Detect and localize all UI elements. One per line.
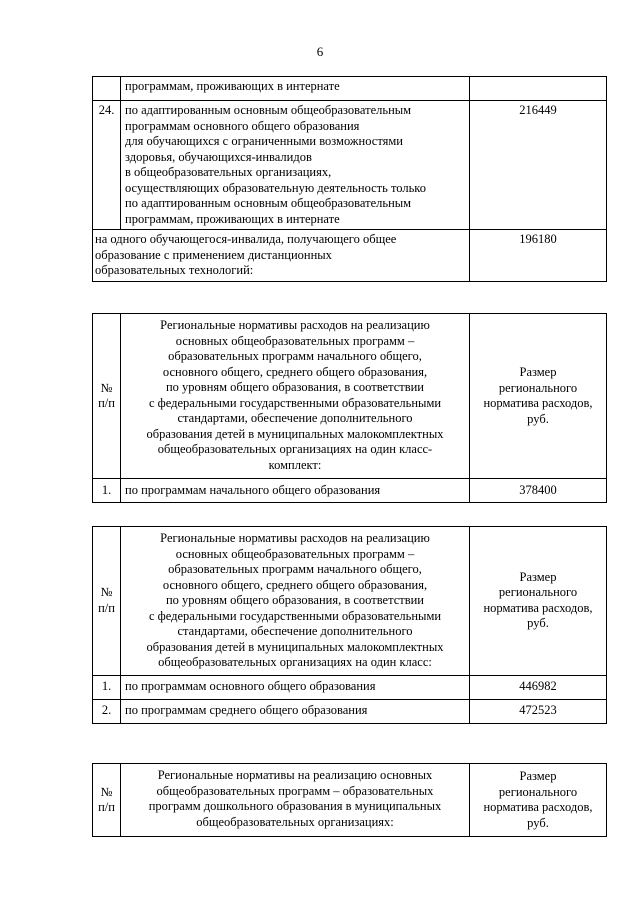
header-value-line: руб. [527, 411, 549, 426]
header-value-line: норматива расходов, [483, 800, 593, 814]
header-title-line: Региональные нормативы расходов на реализацию [160, 318, 430, 332]
header-value-line: регионального [498, 585, 578, 600]
row-label-line: осуществляющих образовательную деятельность только [125, 180, 426, 195]
row-value: 472523 [470, 699, 607, 723]
row-number: 2. [93, 699, 121, 723]
header-value-line: Размер [519, 769, 557, 783]
header-title-line: по уровням общего образования, в соответствии [165, 593, 424, 607]
table-row [93, 77, 607, 101]
table-row [93, 479, 607, 503]
row-number: 24. [93, 101, 121, 230]
row-value: 378400 [470, 479, 607, 503]
table-3-small-class [92, 526, 607, 724]
header-number-cell [93, 764, 121, 837]
header-value-line: Размер [519, 365, 557, 379]
header-title-line: Региональные нормативы на реализацию основных [157, 768, 433, 782]
header-title-line: общеобразовательных организациях на один класс: [158, 655, 432, 669]
header-value-cell [470, 764, 607, 837]
header-value-line: регионального [498, 380, 578, 395]
row-label-cell [93, 230, 470, 282]
row-value: 216449 [470, 101, 607, 230]
header-title-line: общеобразовательных организациях: [196, 814, 394, 829]
header-number-line: п/п [98, 396, 115, 410]
header-value-line: норматива расходов, [483, 600, 593, 615]
row-label-line: по адаптированным основным общеобразовательным [125, 196, 412, 210]
table-1-normative-continuation [92, 76, 607, 282]
header-title-line: с федеральными государственными образовательными [148, 608, 442, 623]
row-label: по программам начального общего образования [121, 479, 470, 503]
table-row [93, 675, 607, 699]
row-number: 1. [93, 675, 121, 699]
row-label-cell [121, 101, 470, 230]
header-title-line: Региональные нормативы расходов на реализацию [160, 531, 430, 545]
row-label-line: образование с применением дистанционных [95, 247, 332, 262]
row-label-cell [121, 77, 470, 101]
header-title-line: стандартами, обеспечение дополнительного [177, 624, 413, 638]
table-header-row [93, 314, 607, 479]
row-label-line: программам, проживающих в интернате [125, 79, 340, 93]
header-title-line: основного общего, среднего общего образования, [162, 577, 428, 592]
table-row [93, 699, 607, 723]
header-title-line: с федеральными государственными образовательными [148, 395, 442, 410]
row-label-line: в общеобразовательных организациях, [125, 165, 332, 179]
table-header-row [93, 764, 607, 837]
header-title-line: общеобразовательных организациях на один класс- [157, 442, 433, 456]
header-title-line: образовательных программ начального общего, [168, 349, 422, 363]
header-number-cell [93, 314, 121, 479]
header-value-line: руб. [527, 815, 549, 830]
header-value-line: норматива расходов, [483, 396, 593, 410]
header-title-line: программ дошкольного образования в муниципальных [148, 799, 442, 813]
header-number-line: № [100, 585, 113, 600]
header-title-line: образования детей в муниципальных малокомплектных [146, 639, 444, 654]
row-number-cell [93, 77, 121, 101]
header-title-cell [121, 764, 470, 837]
header-title-line: основных общеобразовательных программ – [175, 333, 415, 348]
header-number-cell [93, 527, 121, 676]
header-value-line: Размер [519, 569, 557, 584]
header-title-line: основного общего, среднего общего образования, [162, 364, 428, 379]
header-value-line: руб. [527, 616, 549, 631]
header-title-line: комплект: [268, 457, 322, 472]
header-title-cell [121, 314, 470, 479]
header-value-cell [470, 314, 607, 479]
row-number: 1. [93, 479, 121, 503]
header-title-line: образовательных программ начального общего, [168, 562, 422, 576]
header-number-line: п/п [98, 600, 115, 615]
header-title-line: по уровням общего образования, в соответствии [165, 380, 424, 394]
header-number-line: № [100, 784, 113, 799]
row-label: по программам основного общего образования [121, 675, 470, 699]
row-label: по программам среднего общего образования [121, 699, 470, 723]
header-number-line: № [100, 380, 113, 395]
table-2-small-class-complect [92, 313, 607, 503]
header-title-line: стандартами, обеспечение дополнительного [177, 411, 413, 425]
row-label-line: образовательных технологий: [95, 263, 254, 277]
row-value: 196180 [470, 230, 607, 282]
row-label-line: для обучающихся с ограниченными возможностями [125, 134, 403, 148]
header-title-line: образования детей в муниципальных малокомплектных [146, 426, 444, 441]
header-value-line: регионального [498, 784, 578, 799]
row-label-line: программам основного общего образования [125, 118, 360, 133]
header-number-line: п/п [98, 800, 115, 814]
header-title-line: основных общеобразовательных программ – [175, 546, 415, 561]
page-number: 6 [316, 44, 324, 59]
row-label-line: здоровья, обучающихся-инвалидов [125, 149, 312, 164]
header-title-cell [121, 527, 470, 676]
row-label-line: на одного обучающегося-инвалида, получающего общее [95, 232, 397, 246]
table-header-row [93, 527, 607, 676]
row-value: 446982 [470, 675, 607, 699]
header-title-line: общеобразовательных программ – образовательных [156, 783, 434, 798]
table-row [93, 230, 607, 282]
header-value-cell [470, 527, 607, 676]
table-row [93, 101, 607, 230]
row-label-line: программам, проживающих в интернате [125, 211, 340, 226]
row-value-cell [470, 77, 607, 101]
row-label-line: по адаптированным основным общеобразовательным [125, 103, 412, 117]
table-4-preschool [92, 763, 607, 837]
